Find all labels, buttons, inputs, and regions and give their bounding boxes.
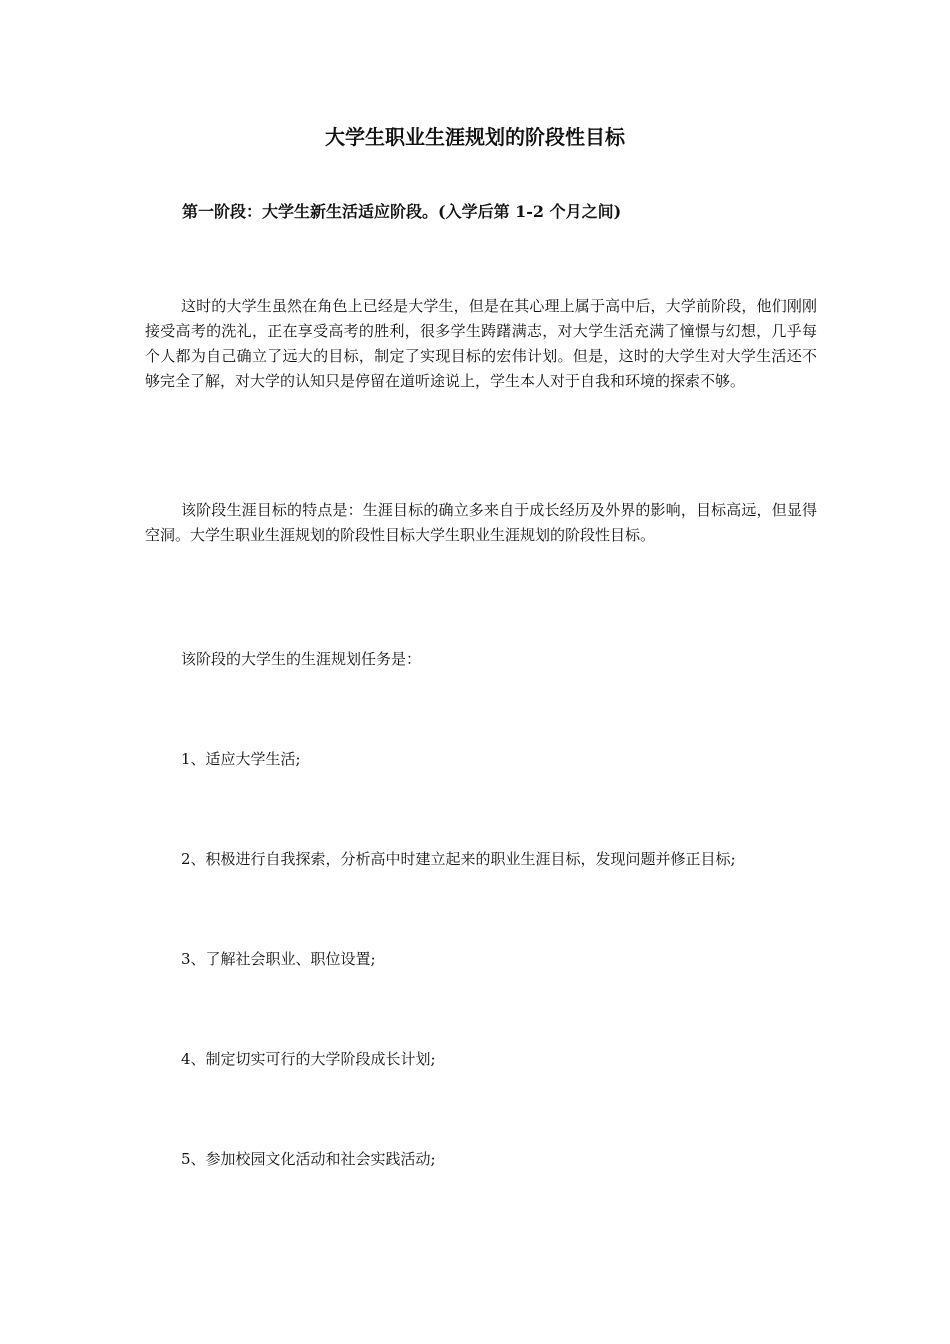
task-item: 1、适应大学生活; bbox=[181, 750, 301, 768]
document-title: 大学生职业生涯规划的阶段性目标 bbox=[325, 125, 625, 149]
task-item: 3、了解社会职业、职位设置; bbox=[181, 950, 376, 968]
tasks-intro: 该阶段的大学生的生涯规划任务是： bbox=[181, 650, 422, 668]
stage-heading: 第一阶段：大学生新生活适应阶段。(入学后第 1-2 个月之间) bbox=[182, 202, 622, 221]
paragraph-goal-characteristics: 该阶段生涯目标的特点是：生涯目标的确立多来自于成长经历及外界的影响，目标高远，但显得空洞。大学生职业生涯规划的阶段性目标大学生职业生涯规划的阶段性目标。 bbox=[145, 501, 817, 544]
task-item: 5、参加校园文化活动和社会实践活动; bbox=[181, 1150, 436, 1168]
task-item: 4、制定切实可行的大学阶段成长计划; bbox=[181, 1050, 436, 1068]
task-item: 2、积极进行自我探索，分析高中时建立起来的职业生涯目标，发现问题并修正目标; bbox=[181, 850, 736, 868]
paragraph-stage-description: 这时的大学生虽然在角色上已经是大学生，但是在其心理上属于高中后，大学前阶段，他们刚刚接受高考的洗礼，正在享受高考的胜利，很多学生踌躇满志，对大学生活充满了憧憬与幻想，几乎每个人都为自己确立了远大的目标，制定了实现目标的宏伟计划。但是，这时的大学生对大学生活还不够完全了解，对大学的认知只是停留在道听途说上，学生本人对于自我和环境的探索不够。 bbox=[145, 297, 817, 390]
